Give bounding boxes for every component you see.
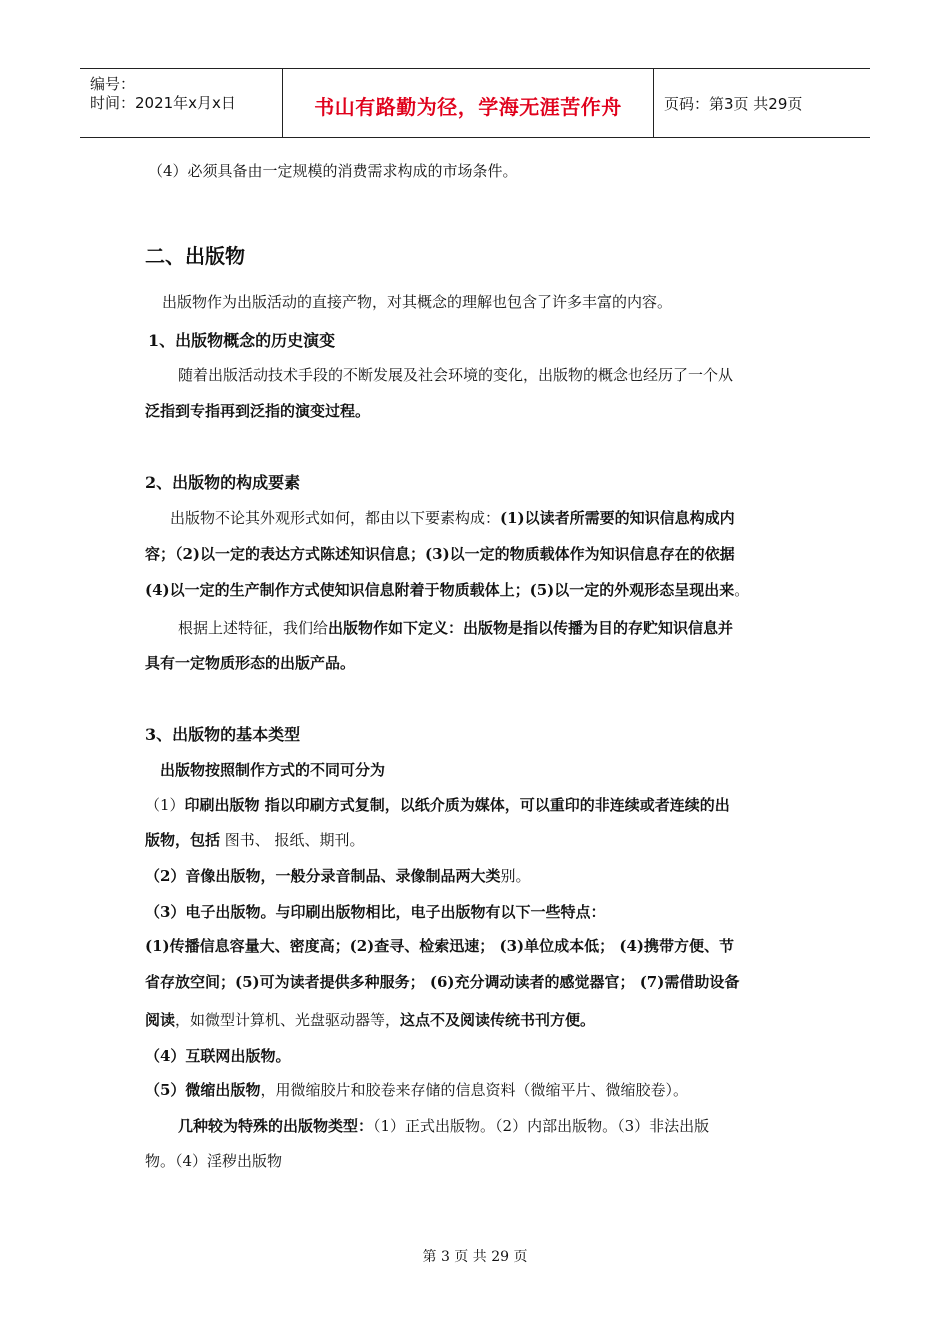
- page-info: 页码：第3页 共29页: [664, 95, 803, 113]
- definition-line-1-a: 根据上述特征，我们给: [178, 619, 329, 637]
- types-audio-video: [145, 866, 530, 886]
- serial-label: 编号：: [90, 75, 136, 93]
- types-print-line-1: [145, 795, 730, 815]
- motto: 书山有路勤为径，学海无涯苦作舟: [314, 95, 622, 119]
- header-table: [80, 68, 870, 138]
- elements-line-1-b: (1)以读者所需要的知识信息构成内: [500, 509, 735, 527]
- types-microform-a: （5）微缩出版物: [145, 1081, 261, 1099]
- types-intro: 出版物按照制作方式的不同可分为: [160, 761, 386, 779]
- definition-line-2: 具有一定物质形态的出版产品。: [145, 654, 356, 672]
- history-line-2: 泛指到专指再到泛指的演变过程。: [145, 402, 371, 420]
- elements-line-2: 容；（2)以一定的表达方式陈述知识信息；(3)以一定的物质载体作为知识信息存在的依据: [145, 545, 735, 563]
- types-internet: （4）互联网出版物。: [145, 1047, 291, 1065]
- types-microform-b: ，用微缩胶片和胶卷来存储的信息资料（微缩平片、微缩胶卷）。: [260, 1081, 688, 1099]
- history-line-1: 随着出版活动技术手段的不断发展及社会环境的变化，出版物的概念也经历了一个从: [178, 366, 734, 384]
- elements-line-1: [170, 508, 735, 528]
- types-print-desc: 印刷出版物 指以印刷方式复制，以纸介质为媒体，可以重印的非连续或者连续的出: [184, 796, 730, 814]
- types-print-num: （1）: [145, 796, 185, 814]
- types-print-items: 图书、 报纸、期刊。: [220, 831, 365, 849]
- electronic-features-3-a: 阅读: [145, 1011, 176, 1029]
- elements-line-3-b: 。: [734, 581, 750, 599]
- intro-paragraph: 出版物作为出版活动的直接产物，对其概念的理解也包含了许多丰富的内容。: [162, 293, 673, 311]
- types-audio-video-a: （2）音像出版物，一般分录音制品、录像制品两大类: [145, 867, 501, 885]
- page-footer: 第 3 页 共 29 页: [422, 1249, 528, 1265]
- section-title: 二、出版物: [145, 244, 245, 268]
- heading-types: 3、出版物的基本类型: [145, 725, 301, 744]
- electronic-features-2: 省存放空间；(5)可为读者提供多种服务； (6)充分调动读者的感觉器官； (7)需借助设备: [145, 973, 740, 991]
- elements-line-3-a: (4)以一定的生产制作方式使知识信息附着于物质载体上；(5)以一定的外观形态呈现出来: [145, 581, 735, 599]
- electronic-features-3-b: ，如微型计算机、光盘驱动器等，: [175, 1011, 401, 1029]
- special-types-line-2: 物。（4）淫秽出版物: [145, 1152, 283, 1170]
- electronic-features-3-c: 这点不及阅读传统书刊方便。: [400, 1011, 596, 1029]
- special-types-line-1: [178, 1116, 709, 1136]
- special-types-label: 几种较为特殊的出版物类型：: [178, 1117, 374, 1135]
- paragraph-market-condition: （4）必须具备由一定规模的消费需求构成的市场条件。: [148, 162, 518, 180]
- definition-line-1: [178, 618, 733, 638]
- header-meta-cell: [80, 69, 283, 137]
- header-page-cell: [654, 69, 870, 137]
- types-print-include: 版物，包括: [145, 831, 221, 849]
- elements-line-1-a: 出版物不论其外观形式如何，都由以下要素构成：: [170, 509, 501, 527]
- definition-line-1-b: 出版物作如下定义：出版物是指以传播为目的存贮知识信息并: [328, 619, 734, 637]
- elements-line-3: [145, 580, 749, 600]
- types-print-line-2: [145, 830, 365, 850]
- types-electronic: （3）电子出版物。与印刷出版物相比，电子出版物有以下一些特点：: [145, 903, 606, 921]
- heading-history: 1、出版物概念的历史演变: [148, 331, 336, 350]
- special-types-list: （1）正式出版物。（2）内部出版物。（3）非法出版: [373, 1117, 710, 1135]
- types-audio-video-b: 别。: [500, 867, 531, 885]
- types-microform: [145, 1080, 688, 1100]
- heading-elements: 2、出版物的构成要素: [145, 473, 301, 492]
- electronic-features-1: (1)传播信息容量大、密度高；(2)查寻、检索迅速； (3)单位成本低； (4)携带方便、节: [145, 937, 734, 955]
- header-motto-cell: [283, 69, 654, 137]
- electronic-features-3: [145, 1010, 595, 1030]
- date-label: 时间：2021年x月x日: [90, 94, 236, 112]
